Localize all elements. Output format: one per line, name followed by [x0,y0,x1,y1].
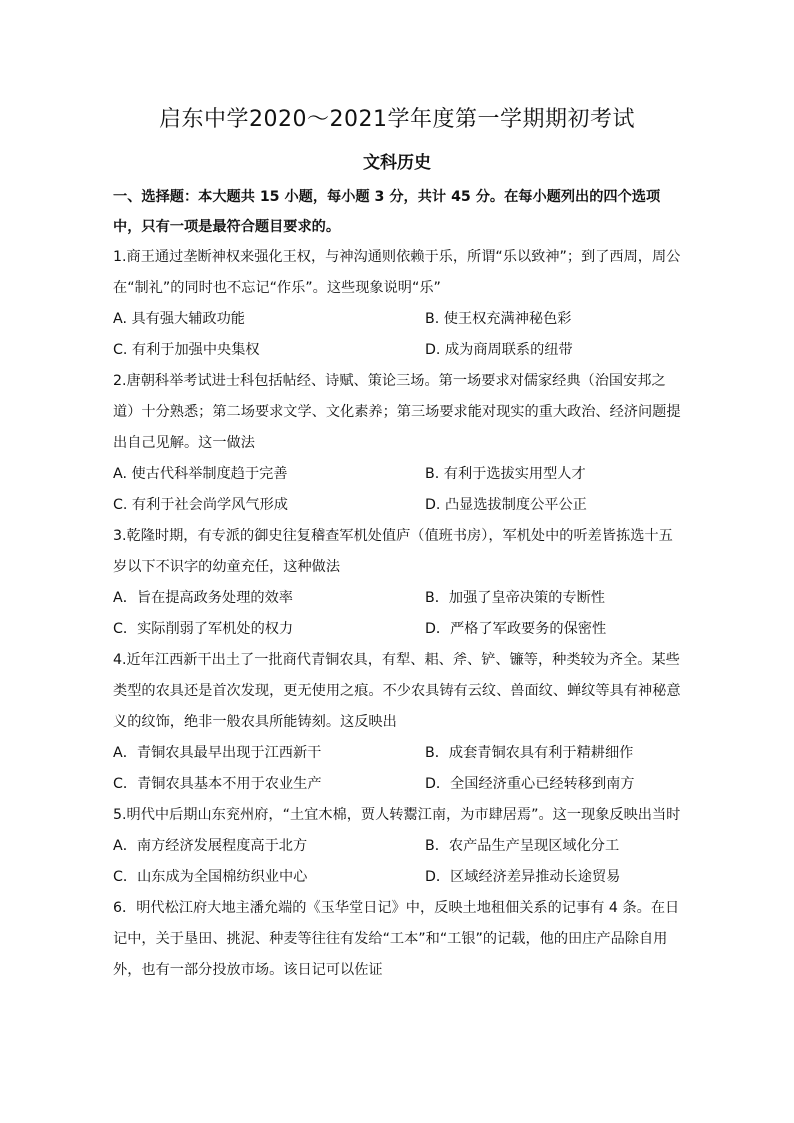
option-d: D．全国经济重心已经转移到南方 [425,776,635,792]
question-stem: 2.唐朝科举考试进士科包括帖经、诗赋、策论三场。第一场要求对儒家经典（治国安邦之道）十分熟悉；第二场要求文学、文化素养；第三场要求能对现实的重大政治、经济问题提出自己见解。这一做法 [113,373,681,451]
question-stem: 4.近年江西新干出土了一批商代青铜农具，有犁、耜、斧、铲、镰等，种类较为齐全。某些类型的农具还是首次发现，更无使用之痕。不少农具铸有云纹、兽面纹、蝉纹等具有神秘意义的纹饰，绝非一般农具所能铸刻。这反映出 [113,652,681,730]
section-heading: 一、选择题：本大题共 15 小题，每小题 3 分，共计 45 分。在每小题列出的四个选项中，只有一项是最符合题目要求的。 [113,189,661,235]
option-d: D. 成为商周联系的纽带 [425,342,573,358]
question-stem: 3.乾隆时期，有专派的御史往复稽查军机处值庐（值班书房），军机处中的听差皆拣选十五岁以下不识字的幼童充任，这种做法 [113,528,673,575]
options [113,831,683,893]
options [113,459,683,521]
option-d: D. 凸显选拔制度公平公正 [425,497,587,513]
options [113,738,683,800]
question-2 [113,366,683,521]
options [113,304,683,366]
question-3 [113,521,683,645]
option-d: D．严格了军政要务的保密性 [425,621,607,637]
question-5 [113,800,683,893]
option-d: D．区域经济差异推动长途贸易 [425,869,621,885]
option-b: B. 有利于选拔实用型人才 [425,466,586,482]
subject-title: 文科历史 [363,153,431,173]
question-stem: 5.明代中后期山东兖州府，“土宜木棉，贾人转鬻江南，为市肆居焉”。这一现象反映出当时 [113,807,681,823]
option-b: B．农产品生产呈现区域化分工 [425,838,620,854]
option-c: C．山东成为全国棉纺织业中心 [113,869,308,885]
question-stem: 1.商王通过垄断神权来强化王权，与神沟通则依赖于乐，所谓“乐以致神”；到了西周，周公在“制礼”的同时也不忘记“作乐”。这些现象说明“乐” [113,249,681,296]
question-stem: 6．明代松江府大地主潘允端的《玉华堂日记》中，反映土地租佃关系的记事有 4 条。在日记中，关于垦田、挑泥、种麦等往往有发给“工本”和“工银”的记载，他的田庄产品除自用外，也有一部分投放市场。该日记可以佐证 [113,900,680,978]
question-1 [113,242,683,366]
option-a: A. 使古代科举制度趋于完善 [113,466,288,482]
options [113,583,683,645]
option-a: A. 具有强大辅政功能 [113,311,245,327]
exam-body [113,182,683,986]
option-a: A．南方经济发展程度高于北方 [113,838,308,854]
option-c: C．实际削弱了军机处的权力 [113,621,294,637]
option-a: A．旨在提高政务处理的效率 [113,590,293,606]
option-c: C. 有利于加强中央集权 [113,342,260,358]
option-b: B. 使王权充满神秘色彩 [425,311,572,327]
option-b: B．加强了皇帝决策的专断性 [425,590,605,606]
exam-title: 启东中学2020～2021学年度第一学期期初考试 [159,107,635,132]
option-c: C. 有利于社会尚学风气形成 [113,497,288,513]
question-6 [113,893,683,986]
option-a: A．青铜农具最早出现于江西新干 [113,745,322,761]
option-b: B．成套青铜农具有利于精耕细作 [425,745,634,761]
option-c: C．青铜农具基本不用于农业生产 [113,776,322,792]
question-4 [113,645,683,800]
